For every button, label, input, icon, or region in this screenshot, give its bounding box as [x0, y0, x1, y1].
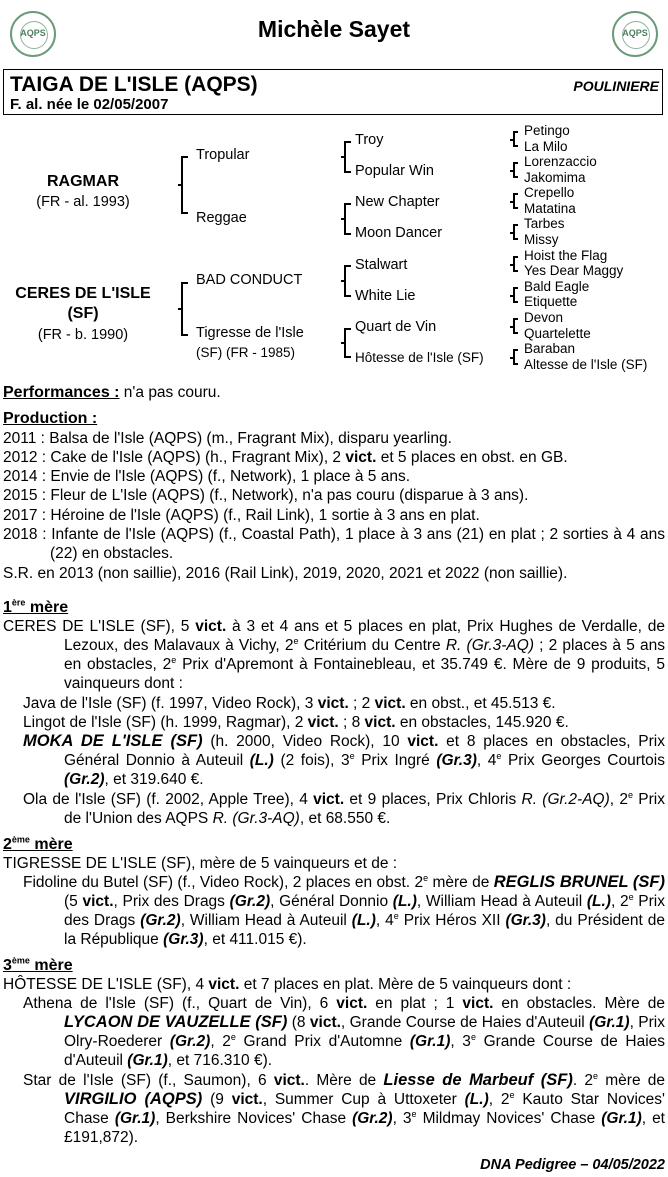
dam-name-suffix: (SF) [67, 305, 99, 322]
production-item: 2014 : Envie de l'Isle (AQPS) (f., Network), 1 place à 5 ans. [3, 468, 411, 485]
gen4-item: Jakomima [524, 170, 586, 185]
horse-type: POULINIERE [573, 78, 659, 94]
gen2-sire-sire: Tropular [196, 147, 250, 163]
gen4-item: Baraban [524, 341, 576, 356]
gen4-item: Etiquette [524, 294, 578, 309]
gen4-item: Tarbes [524, 216, 565, 231]
horse-name: TAIGA DE L'ISLE (AQPS) [10, 73, 258, 96]
first-dam-text: CERES DE L'ISLE (SF), 5 vict. à 3 et 4 ans et 5 places en plat, Prix Hughes de Verdalle, de Lezoux, des Malavaux à Vichy, 2e Critérium du Centre R. (Gr.3-AQ) ; 2 places à 5 ans en obstacles, 2e Prix d'Apremont à Fontainebleau, et 35.749 €. Mère de 9 produits, 5 vainqueurs dont : [3, 618, 665, 692]
sire-name: RAGMAR [47, 173, 119, 190]
produce-star: Star de l'Isle (SF) (f., Saumon), 6 vict.. Mère de Liesse de Marbeuf (SF). 2e mère de VIRGILIO (AQPS) (9 vict., Summer Cup à Uttoxeter (L.), 2e Kauto Star Novices' Chase (Gr.1), Berkshire Novices' Chase (Gr.2), 3e Mildmay Novices' Chase (Gr.1), et £191,872). [23, 1070, 666, 1146]
gen3-item: Stalwart [355, 257, 408, 273]
gen3-item: Moon Dancer [355, 225, 443, 241]
page-title: Michèle Sayet [257, 16, 411, 42]
gen3-item: Quart de Vin [355, 319, 437, 335]
gen2-dam-dam-info: (SF) (FR - 1985) [196, 345, 296, 360]
third-dam-text: HÔTESSE DE L'ISLE (SF), 4 vict. et 7 places en plat. Mère de 5 vainqueurs dont : [3, 976, 572, 993]
production-item: 2015 : Fleur de L'Isle (AQPS) (f., Network), n'a pas couru (disparue à 3 ans). [3, 487, 529, 504]
second-dam-heading: 2ème mère [3, 834, 73, 853]
produce-athena: Athena de l'Isle (SF) (f., Quart de Vin), 6 vict. en plat ; 1 vict. en obstacles. Mère de LYCAON DE VAUZELLE (SF) (8 vict., Grande Course de Haies d'Auteuil (Gr.1), Prix Olry-Roederer (Gr.2), 2e Grand Prix d'Automne (Gr.1), 3e Grande Course de Haies d'Auteuil (Gr.1), et 716.310 €). [23, 995, 666, 1069]
gen4-item: Missy [524, 232, 559, 247]
performances: Performances : n'a pas couru. [3, 384, 221, 401]
produce-ola: Ola de l'Isle (SF) (f. 2002, Apple Tree), 4 vict. et 9 places, Prix Chloris R. (Gr.2-AQ), 2e Prix de l'Union des AQPS R. (Gr.3-AQ), et 68.550 €. [23, 789, 665, 827]
sire-info: (FR - al. 1993) [36, 194, 130, 210]
left-logo: AQPS [10, 11, 56, 57]
horse-subtitle: F. al. née le 02/05/2007 [10, 96, 169, 113]
right-logo: AQPS [612, 11, 658, 57]
production-item: 2018 : Infante de l'Isle (AQPS) (f., Coastal Path), 1 place à 3 ans (21) en plat ; 2 sorties à 4 ans (22) en obstacles. [3, 526, 665, 562]
gen4-item: Quartelette [524, 326, 591, 341]
first-dam-heading: 1ère mère [3, 597, 69, 616]
gen3-item: New Chapter [355, 194, 440, 210]
produce-lingot: Lingot de l'Isle (SF) (h. 1999, Ragmar), 2 vict. ; 8 vict. en obstacles, 145.920 €. [23, 714, 569, 731]
gen4-item: Lorenzaccio [524, 154, 597, 169]
dam-info: (FR - b. 1990) [37, 327, 129, 343]
production-item: S.R. en 2013 (non saillie), 2016 (Rail Link), 2019, 2020, 2021 et 2022 (non saillie). [3, 565, 568, 582]
gen2-dam-sire: BAD CONDUCT [196, 272, 303, 288]
gen4-item: La Milo [524, 139, 568, 154]
gen4-item: Altesse de l'Isle (SF) [524, 357, 648, 372]
gen3-item: Hôtesse de l'Isle (SF) [355, 350, 484, 365]
third-dam-heading: 3ème mère [3, 955, 73, 974]
produce-fidoline: Fidoline du Butel (SF) (f., Video Rock), 2 places en obst. 2e mère de REGLIS BRUNEL (SF) (5 vict., Prix des Drags (Gr.2), Général Donnio (L.), William Head à Auteuil (L.), 2e Prix des Drags (Gr.2), William Head à Auteuil (L.), 4e Prix Héros XII (Gr.3), du Président de la République (Gr.3), et 411.015 €). [23, 872, 666, 948]
production-item: 2011 : Balsa de l'Isle (AQPS) (m., Fragrant Mix), disparu yearling. [3, 430, 452, 447]
dam-name: CERES DE L'ISLE [15, 285, 151, 302]
produce-moka: MOKA DE L'ISLE (SF) (h. 2000, Video Rock), 10 vict. et 8 places en obstacles, Prix Général Donnio à Auteuil (L.) (2 fois), 3e Prix Ingré (Gr.3), 4e Prix Georges Courtois (Gr.2), et 319.640 €. [23, 732, 665, 788]
second-dam-text: TIGRESSE DE L'ISLE (SF), mère de 5 vainqueurs et de : [3, 855, 398, 872]
gen2-dam-dam: Tigresse de l'Isle [196, 325, 304, 341]
gen2-sire-dam: Reggae [196, 210, 247, 226]
gen3-item: White Lie [355, 288, 416, 304]
gen4-item: Hoist the Flag [524, 248, 608, 263]
gen3-item: Popular Win [355, 163, 434, 179]
production-item: 2012 : Cake de l'Isle (AQPS) (h., Fragrant Mix), 2 vict. et 5 places en obst. en GB. [3, 449, 568, 466]
gen4-item: Crepello [524, 185, 575, 200]
gen4-item: Devon [524, 310, 564, 325]
footer-source: DNA Pedigree – 04/05/2022 [480, 1157, 665, 1173]
production-item: 2017 : Héroine de l'Isle (AQPS) (f., Rail Link), 1 sortie à 3 ans en plat. [3, 507, 480, 524]
produce-java: Java de l'Isle (SF) (f. 1997, Video Rock), 3 vict. ; 2 vict. en obst., et 45.513 €. [23, 695, 556, 712]
gen3-item: Troy [355, 132, 384, 148]
gen4-item: Matatina [524, 201, 576, 216]
gen4-item: Yes Dear Maggy [524, 263, 624, 278]
production-heading: Production : [3, 410, 98, 427]
gen4-item: Bald Eagle [524, 279, 590, 294]
gen4-item: Petingo [524, 123, 570, 138]
